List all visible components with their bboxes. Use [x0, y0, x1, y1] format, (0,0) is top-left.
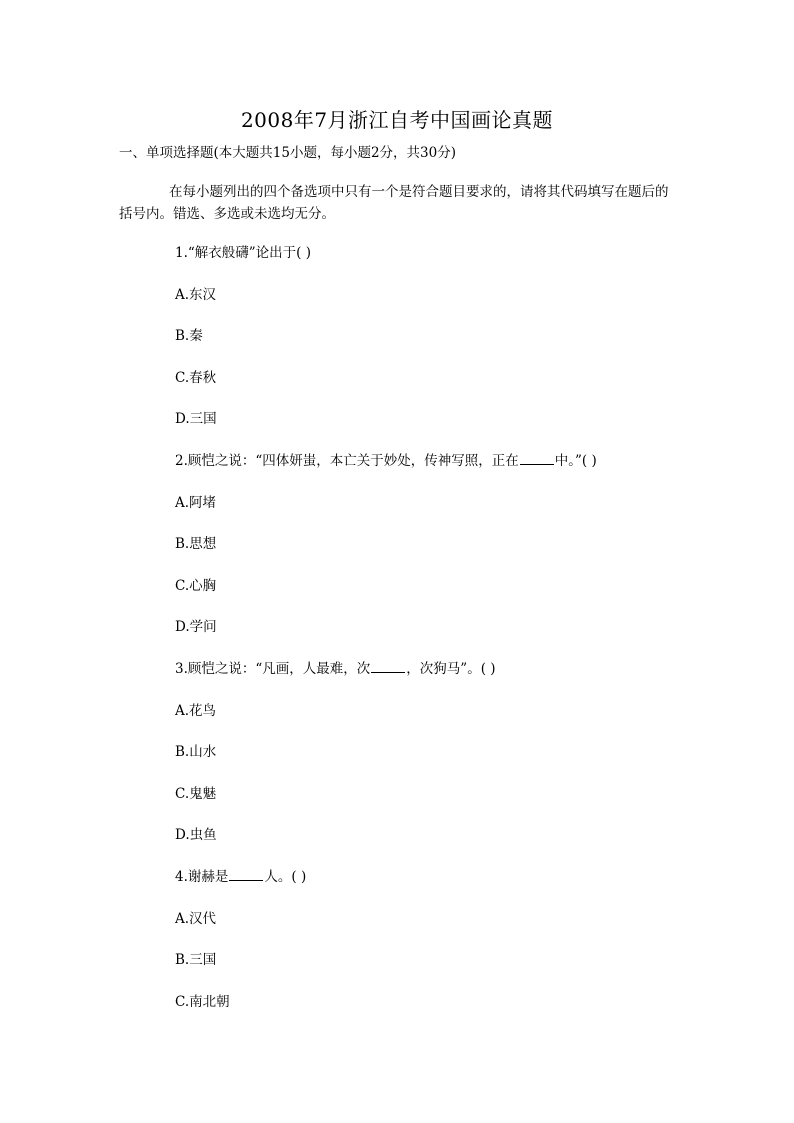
question-4-stem [175, 867, 675, 909]
question-1-option-c: C.春秋 [175, 369, 217, 386]
question-4-option-a: A.汉代 [175, 910, 217, 927]
question-4-option-c: C.南北朝 [175, 993, 230, 1010]
question-1-option-a: A.东汉 [175, 286, 217, 303]
question-3-stem [175, 659, 675, 701]
section-heading: 一、单项选择题(本大题共15小题，每小题2分，共30分) [119, 145, 456, 161]
question-2-option-c: C.心胸 [175, 577, 217, 594]
instructions-paragraph: 在每小题列出的四个备选项中只有一个是符合题目要求的，请将其代码填写在题后的括号内。错选、多选或未选均无分。 [119, 184, 669, 222]
question-list [175, 243, 675, 1033]
question-4-stem-before: 4.谢赫是 [175, 868, 229, 885]
question-2-option-d: D.学问 [175, 619, 217, 636]
page-title: 2008年7月浙江自考中国画论真题 [240, 108, 554, 132]
question-3-option-d: D.虫鱼 [175, 827, 217, 844]
question-2-stem-before: 2.顾恺之说：“四体妍蚩，本亡关于妙处，传神写照，正在 [175, 452, 519, 469]
question-2-stem [175, 451, 675, 493]
question-3-option-a: A.花鸟 [175, 702, 217, 719]
question-2-option-b: B.思想 [175, 536, 217, 553]
question-1-option-d: D.三国 [175, 411, 217, 428]
question-3-stem-after: ，次狗马”。( ) [406, 660, 496, 677]
question-3-option-c: C.鬼魅 [175, 785, 217, 802]
question-2-stem-after: 中。”( ) [554, 452, 597, 469]
question-3-stem-before: 3.顾恺之说：“凡画，人最难，次 [175, 660, 371, 677]
fill-in-blank [371, 660, 405, 673]
fill-in-blank [520, 452, 554, 465]
fill-in-blank [229, 868, 263, 881]
question-4-option-b: B.三国 [175, 952, 217, 969]
question-1-stem: 1.“解衣般礴”论出于( ) [175, 245, 312, 261]
question-3-option-b: B.山水 [175, 744, 217, 761]
question-1-option-b: B.秦 [175, 328, 203, 345]
question-2-option-a: A.阿堵 [175, 494, 217, 511]
question-4-stem-after: 人。( ) [264, 868, 307, 885]
